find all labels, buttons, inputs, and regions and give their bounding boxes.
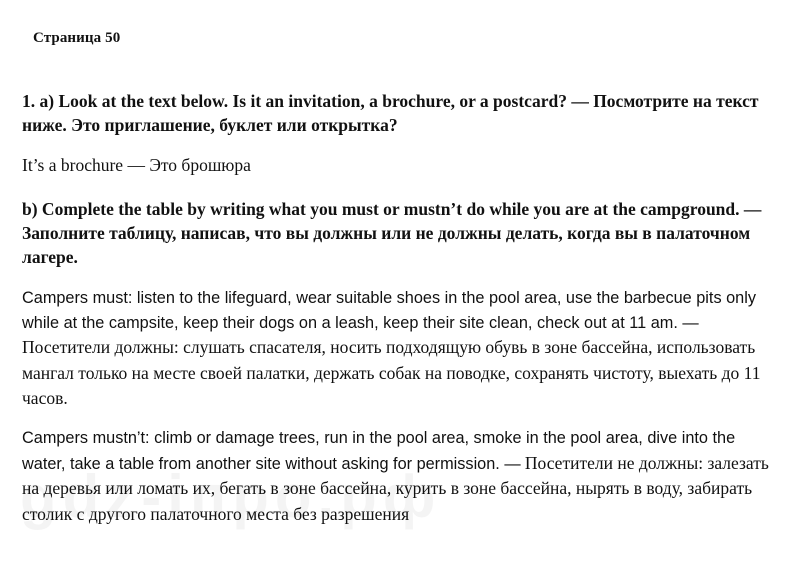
exercise-1b-question: b) Complete the table by writing what you must or mustn’t do while you are at the campground. — Заполните таблицу, написав, что вы должны или не должны делать, когда вы в палаточном лагере. bbox=[22, 199, 762, 267]
exercise-1b-answer-mustnt bbox=[22, 426, 782, 527]
exercise-1a-question: 1. a) Look at the text below. Is it an invitation, a brochure, or a postcard? — Посмотрите на текст ниже. Это приглашение, буклет или открытка? bbox=[22, 91, 759, 135]
must-english-text: Campers must: listen to the lifeguard, wear suitable shoes in the pool area, use the barbecue pits only while at the campsite, keep their dogs on a leash, keep their site clean, check out at 11 am. — bbox=[22, 289, 756, 332]
exercise-1b-answer-must bbox=[22, 286, 782, 412]
must-russian-text: Посетители должны: слушать спасателя, носить подходящую обувь в зоне бассейна, использовать мангал только на месте своей палатки, держать собак на поводке, сохранять чистоту, выехать до 11 часов. bbox=[22, 337, 761, 408]
mustnt-russian-text: Посетители не должны: залезать на деревья или ломать их, бегать в зоне бассейна, курить в зоне бассейна, нырять в воду, забирать столик с другого палаточного места без разрешения bbox=[22, 452, 769, 524]
exercise-1a-answer: It’s a brochure — Это брошюра bbox=[22, 155, 251, 175]
page-number-label: Страница 50 bbox=[33, 30, 121, 46]
mustnt-english-text: Campers mustn’t: climb or damage trees, run in the pool area, smoke in the pool area, dive into the water, take a table from another site without asking for permission. — bbox=[22, 429, 736, 473]
